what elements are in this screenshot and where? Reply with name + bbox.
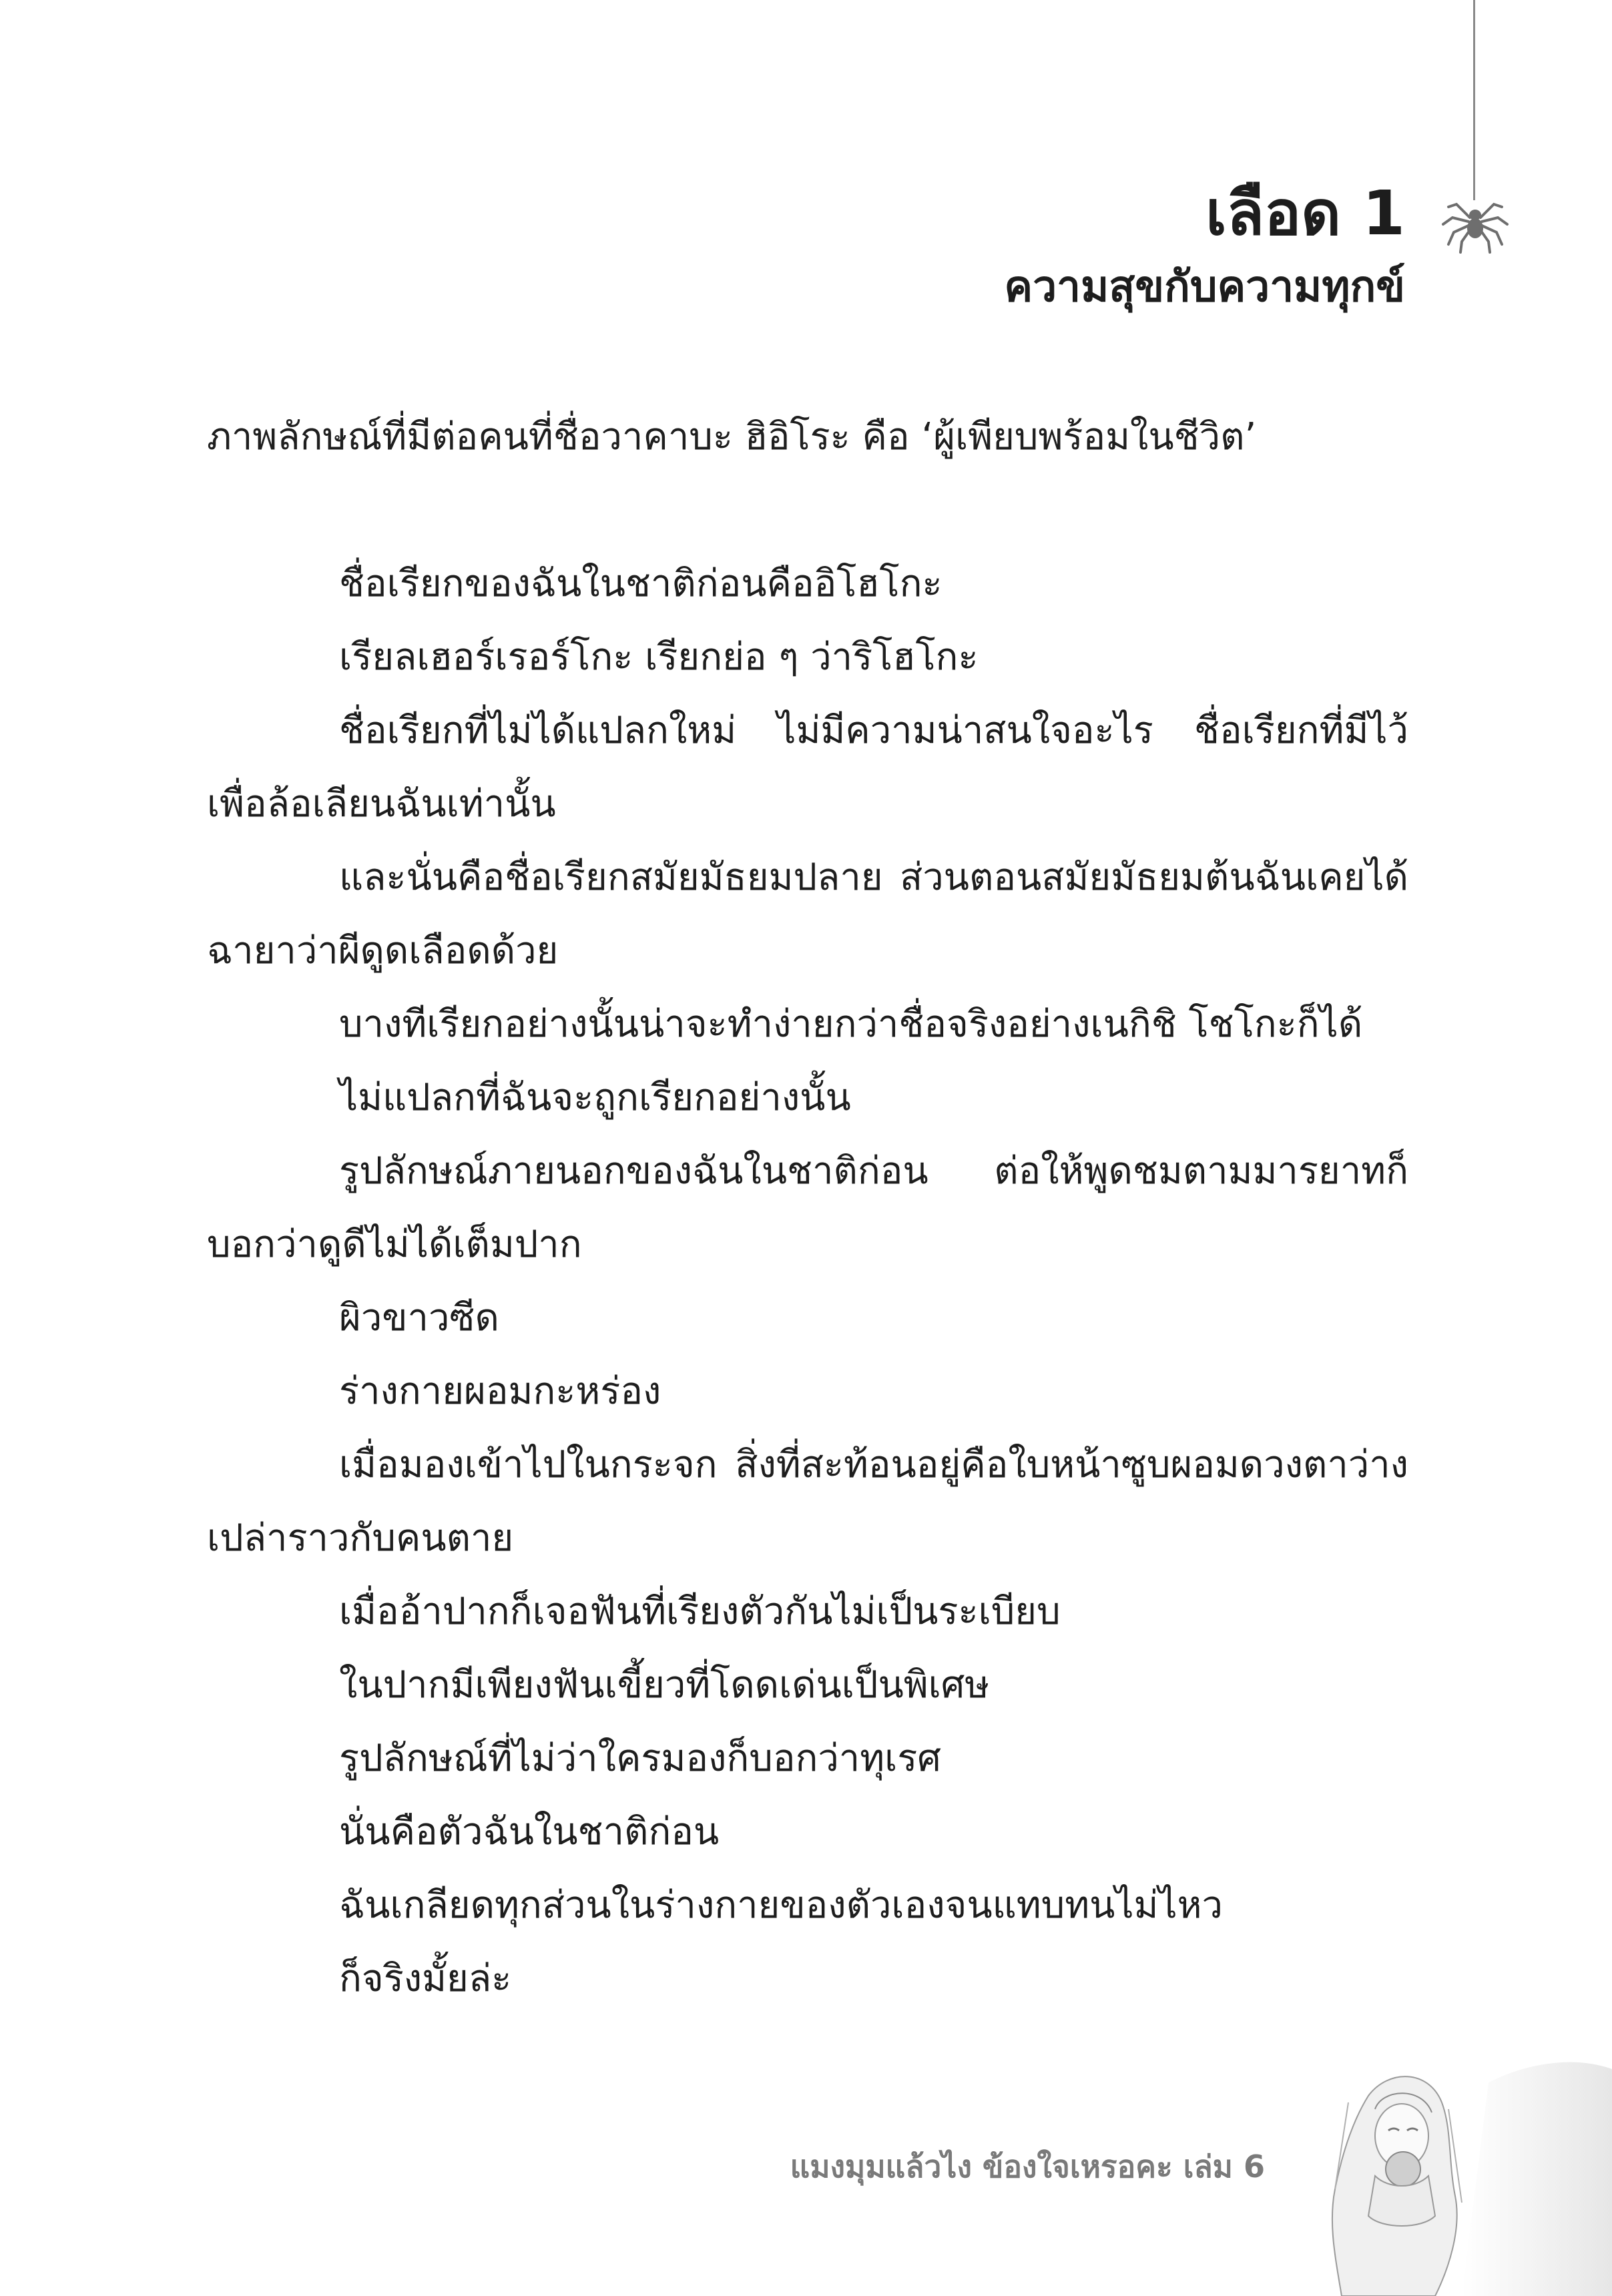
- paragraph: ไม่แปลกที่ฉันจะถูกเรียกอย่างนั้น: [339, 1076, 851, 1119]
- chapter-subtitle: ความสุขกับความทุกข์: [1004, 262, 1405, 312]
- spider-icon: [1435, 180, 1515, 260]
- paragraph: เรียลเฮอร์เรอร์โกะ เรียกย่อ ๆ ว่าริโฮโกะ: [339, 635, 979, 679]
- lead-line: ภาพลักษณ์ที่มีต่อคนที่ชื่อวาคาบะ ฮิอิโระ คือ ‘ผู้เพียบพร้อมในชีวิต’: [207, 415, 1257, 459]
- paragraph: รูปลักษณ์ที่ไม่ว่าใครมองก็บอกว่าทุเรศ: [339, 1737, 941, 1780]
- chapter-title: เลือด 1: [1205, 178, 1405, 249]
- paragraph: บางทีเรียกอย่างนั้นน่าจะทำง่ายกว่าชื่อจริงอย่างเนกิชิ โชโกะก็ได้: [339, 1002, 1363, 1046]
- paragraph: รูปลักษณ์ภายนอกของฉันในชาติก่อน ต่อให้พูดชมตามมารยาทก็บอกว่าดูดีไม่ได้เต็มปาก: [207, 1149, 1408, 1266]
- paragraph: เมื่อมองเข้าไปในกระจก สิ่งที่สะท้อนอยู่คือใบหน้าซูบผอมดวงตาว่างเปล่าราวกับคนตาย: [207, 1443, 1408, 1560]
- body-text: [207, 547, 1408, 2016]
- paragraph: ก็จริงมั้ยล่ะ: [339, 1957, 512, 2000]
- paragraph: ชื่อเรียกที่ไม่ได้แปลกใหม่ ไม่มีความน่าสนใจอะไร ชื่อเรียกที่มีไว้เพื่อล้อเลียนฉันเท่านั้น: [207, 709, 1408, 826]
- paragraph: ชื่อเรียกของฉันในชาติก่อนคืออิโฮโกะ: [339, 562, 943, 605]
- paragraph: และนั่นคือชื่อเรียกสมัยมัธยมปลาย ส่วนตอนสมัยมัธยมต้นฉันเคยได้ฉายาว่าผีดูดเลือดด้วย: [207, 856, 1408, 972]
- spider-thread: [1473, 0, 1475, 200]
- paragraph: ร่างกายผอมกะหร่อง: [339, 1370, 661, 1413]
- paragraph: ผิวขาวซีด: [339, 1296, 499, 1340]
- running-title: แมงมุมแล้วไง ข้องใจเหรอคะ เล่ม 6: [790, 2148, 1265, 2185]
- paragraph: นั่นคือตัวฉันในชาติก่อน: [339, 1810, 720, 1853]
- girl-illustration: [1288, 2056, 1612, 2296]
- paragraph: ฉันเกลียดทุกส่วนในร่างกายของตัวเองจนแทบทนไม่ไหว: [339, 1884, 1223, 1927]
- paragraph: เมื่ออ้าปากก็เจอฟันที่เรียงตัวกันไม่เป็นระเบียบ: [339, 1590, 1061, 1633]
- paragraph: ในปากมีเพียงฟันเขี้ยวที่โดดเด่นเป็นพิเศษ: [339, 1663, 990, 1707]
